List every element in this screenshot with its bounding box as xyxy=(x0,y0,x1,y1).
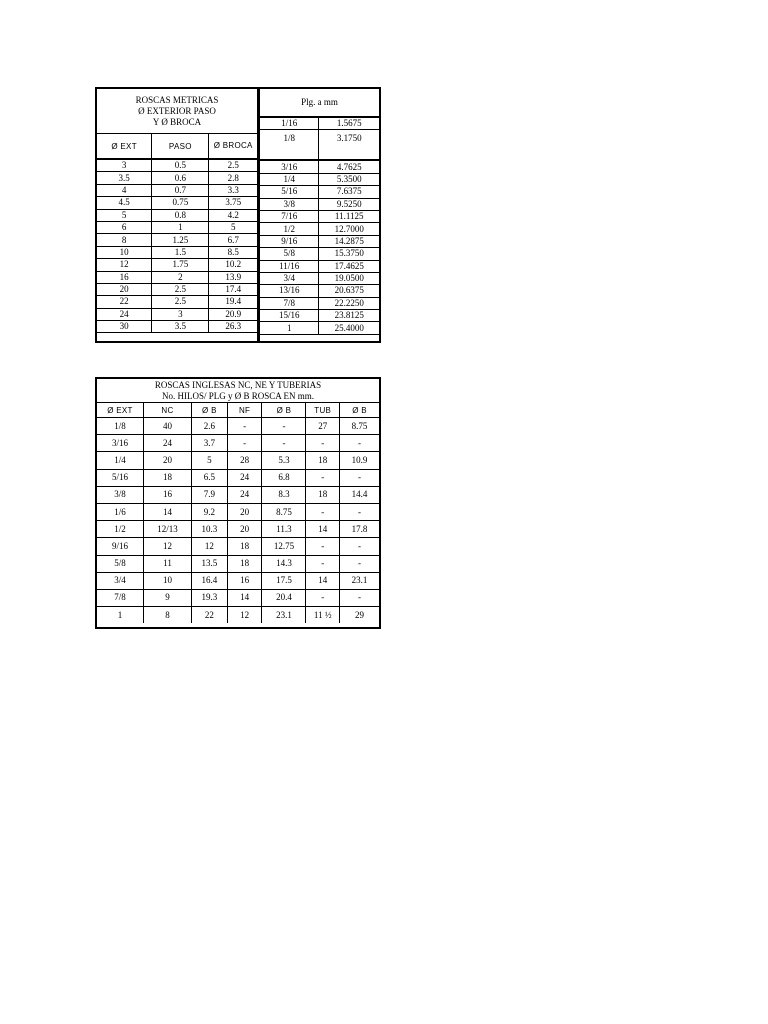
metric-cell-broca: 17.4 xyxy=(209,283,257,295)
table-row xyxy=(97,521,379,538)
table-row xyxy=(260,210,379,222)
metric-cell-paso: 0.7 xyxy=(152,184,209,196)
threads-cell-b-nf: 8.3 xyxy=(262,486,306,503)
metric-cell-ext: 3 xyxy=(97,159,152,172)
inch-cell-mm: 4.7625 xyxy=(319,160,379,173)
metric-title-line: ROSCAS METRICAS xyxy=(135,94,219,105)
table-row xyxy=(97,308,257,320)
threads-cell-tub: - xyxy=(306,435,340,452)
table-row xyxy=(97,184,257,196)
table-row xyxy=(97,321,257,333)
table-row xyxy=(260,130,379,161)
threads-cell-b-tub: - xyxy=(340,538,379,555)
inch-cell-fraction: 3/4 xyxy=(260,272,319,284)
metric-header-broca: Ø BROCA xyxy=(209,134,257,160)
threads-cell-nc: 12/13 xyxy=(143,521,191,538)
metric-cell-paso: 0.8 xyxy=(152,209,209,221)
metric-cell-broca: 8.5 xyxy=(209,246,257,258)
metric-cell-ext: 4.5 xyxy=(97,197,152,209)
metric-cell-paso: 3 xyxy=(152,308,209,320)
inch-table-title: Plg. a mm xyxy=(260,89,379,117)
inch-cell-fraction: 1/16 xyxy=(260,117,319,130)
threads-cell-b-tub: 17.8 xyxy=(340,521,379,538)
threads-header-b-nc: Ø B xyxy=(192,403,228,418)
metric-cell-broca: 5 xyxy=(209,221,257,233)
metric-header-paso: PASO xyxy=(152,134,209,160)
threads-cell-nf: - xyxy=(227,435,262,452)
inch-cell-fraction: 5/16 xyxy=(260,186,319,198)
threads-cell-b-tub: - xyxy=(340,469,379,486)
metric-cell-ext: 6 xyxy=(97,221,152,233)
metric-cell-paso: 0.5 xyxy=(152,159,209,172)
threads-cell-nc: 20 xyxy=(143,452,191,469)
table-row xyxy=(97,435,379,452)
threads-cell-tub: 11 ½ xyxy=(306,607,340,624)
threads-cell-b-nf: - xyxy=(262,435,306,452)
threads-cell-b-nf: 14.3 xyxy=(262,555,306,572)
inch-cell-fraction: 1/8 xyxy=(260,130,319,161)
table-row xyxy=(97,209,257,221)
threads-cell-b-nc: 19.3 xyxy=(192,589,228,606)
metric-cell-paso: 1.25 xyxy=(152,234,209,246)
metric-cell-ext: 4 xyxy=(97,184,152,196)
table-row xyxy=(97,221,257,233)
inch-cell-mm: 9.5250 xyxy=(319,198,379,210)
table-row xyxy=(260,260,379,272)
threads-cell-b-tub: 29 xyxy=(340,607,379,624)
metric-title-line: Y Ø BROCA xyxy=(152,116,202,127)
threads-cell-nc: 8 xyxy=(143,607,191,624)
table-row xyxy=(97,283,257,295)
table-row xyxy=(260,160,379,173)
table-row xyxy=(260,198,379,210)
table-row xyxy=(97,572,379,589)
english-threads-table xyxy=(97,379,379,623)
inch-cell-fraction: 15/16 xyxy=(260,310,319,322)
threads-cell-tub: 18 xyxy=(306,452,340,469)
threads-cell-ext: 3/8 xyxy=(97,486,143,503)
threads-cell-b-nf: 5.3 xyxy=(262,452,306,469)
inch-cell-mm: 23.8125 xyxy=(319,310,379,322)
threads-cell-ext: 9/16 xyxy=(97,538,143,555)
threads-cell-b-nf: 8.75 xyxy=(262,503,306,520)
inch-cell-fraction: 1 xyxy=(260,322,319,334)
threads-cell-tub: 14 xyxy=(306,572,340,589)
threads-cell-nc: 10 xyxy=(143,572,191,589)
threads-cell-tub: - xyxy=(306,538,340,555)
table-row xyxy=(260,248,379,260)
threads-cell-b-tub: 10.9 xyxy=(340,452,379,469)
metric-cell-ext: 22 xyxy=(97,296,152,308)
metric-cell-broca: 4.2 xyxy=(209,209,257,221)
threads-cell-b-nf: 11.3 xyxy=(262,521,306,538)
metric-cell-broca: 20.9 xyxy=(209,308,257,320)
table-row xyxy=(97,555,379,572)
threads-cell-nf: 18 xyxy=(227,538,262,555)
threads-header-ext: Ø EXT xyxy=(97,403,143,418)
inch-cell-mm: 11.1125 xyxy=(319,210,379,222)
threads-cell-b-nc: 2.6 xyxy=(192,418,228,435)
inch-cell-mm: 12.7000 xyxy=(319,223,379,235)
threads-cell-b-tub: 8.75 xyxy=(340,418,379,435)
threads-cell-ext: 7/8 xyxy=(97,589,143,606)
metric-cell-paso: 0.6 xyxy=(152,172,209,184)
inch-cell-fraction: 1/2 xyxy=(260,223,319,235)
table-row xyxy=(260,322,379,334)
metric-cell-paso: 2.5 xyxy=(152,283,209,295)
metric-cell-broca: 2.8 xyxy=(209,172,257,184)
threads-cell-tub: 18 xyxy=(306,486,340,503)
inch-cell-mm: 14.2875 xyxy=(319,235,379,247)
threads-cell-ext: 1/4 xyxy=(97,452,143,469)
metric-cell-broca: 13.9 xyxy=(209,271,257,283)
table-header-row xyxy=(97,403,379,418)
threads-cell-b-nf: - xyxy=(262,418,306,435)
threads-cell-nf: 14 xyxy=(227,589,262,606)
threads-cell-b-tub: 23.1 xyxy=(340,572,379,589)
threads-cell-nf: 12 xyxy=(227,607,262,624)
threads-cell-ext: 3/16 xyxy=(97,435,143,452)
inch-cell-mm: 25.4000 xyxy=(319,322,379,334)
metric-cell-paso: 2.5 xyxy=(152,296,209,308)
threads-header-nc: NC xyxy=(143,403,191,418)
table-row xyxy=(260,186,379,198)
table-row xyxy=(97,538,379,555)
metric-cell-ext: 5 xyxy=(97,209,152,221)
table-row xyxy=(97,246,257,258)
threads-cell-nf: 24 xyxy=(227,486,262,503)
inch-cell-mm: 1.5675 xyxy=(319,117,379,130)
threads-cell-b-tub: - xyxy=(340,589,379,606)
table-row xyxy=(97,172,257,184)
metric-cell-ext: 16 xyxy=(97,271,152,283)
table-row xyxy=(97,452,379,469)
metric-cell-ext: 12 xyxy=(97,259,152,271)
table-row xyxy=(97,234,257,246)
threads-cell-b-tub: 14.4 xyxy=(340,486,379,503)
table-row xyxy=(97,503,379,520)
inch-cell-mm: 5.3500 xyxy=(319,173,379,185)
metric-cell-broca: 3.3 xyxy=(209,184,257,196)
table-row xyxy=(260,297,379,309)
inch-cell-mm: 19.0500 xyxy=(319,272,379,284)
table-row xyxy=(97,271,257,283)
threads-cell-nc: 16 xyxy=(143,486,191,503)
threads-cell-tub: 27 xyxy=(306,418,340,435)
metric-cell-paso: 3.5 xyxy=(152,321,209,333)
metric-cell-broca: 3.75 xyxy=(209,197,257,209)
threads-cell-b-tub: - xyxy=(340,555,379,572)
threads-cell-ext: 5/8 xyxy=(97,555,143,572)
metric-cell-broca: 2.5 xyxy=(209,159,257,172)
inch-cell-mm: 15.3750 xyxy=(319,248,379,260)
threads-cell-nf: 18 xyxy=(227,555,262,572)
metric-cell-ext: 30 xyxy=(97,321,152,333)
threads-header-b-tub: Ø B xyxy=(340,403,379,418)
threads-cell-nf: - xyxy=(227,418,262,435)
inch-cell-fraction: 9/16 xyxy=(260,235,319,247)
table-row xyxy=(97,589,379,606)
threads-header-tub: TUB xyxy=(306,403,340,418)
inch-cell-mm: 3.1750 xyxy=(319,130,379,161)
threads-cell-ext: 1/6 xyxy=(97,503,143,520)
table-row xyxy=(97,418,379,435)
metric-cell-ext: 3.5 xyxy=(97,172,152,184)
inch-cell-mm: 20.6375 xyxy=(319,285,379,297)
table-row xyxy=(260,173,379,185)
table-row xyxy=(260,310,379,322)
table-row xyxy=(97,607,379,624)
inch-cell-mm: 17.4625 xyxy=(319,260,379,272)
table-row xyxy=(97,486,379,503)
metric-cell-ext: 8 xyxy=(97,234,152,246)
metric-cell-ext: 24 xyxy=(97,308,152,320)
metric-cell-broca: 26.3 xyxy=(209,321,257,333)
metric-table-title xyxy=(97,89,257,134)
threads-cell-ext: 1/8 xyxy=(97,418,143,435)
inch-cell-fraction: 7/8 xyxy=(260,297,319,309)
threads-cell-b-nc: 16.4 xyxy=(192,572,228,589)
inch-cell-mm: 7.6375 xyxy=(319,186,379,198)
table-row xyxy=(260,285,379,297)
threads-cell-b-nc: 6.5 xyxy=(192,469,228,486)
metric-cell-ext: 10 xyxy=(97,246,152,258)
inch-to-mm-table xyxy=(260,89,379,335)
table-row xyxy=(260,272,379,284)
english-threads-block xyxy=(95,377,381,629)
threads-cell-b-nc: 7.9 xyxy=(192,486,228,503)
threads-header-nf: NF xyxy=(227,403,262,418)
metric-cell-ext: 20 xyxy=(97,283,152,295)
metric-cell-broca: 19.4 xyxy=(209,296,257,308)
threads-cell-b-tub: - xyxy=(340,503,379,520)
metric-and-conversion-block xyxy=(95,87,381,343)
table-row xyxy=(97,197,257,209)
inch-cell-mm: 22.2250 xyxy=(319,297,379,309)
table-row xyxy=(260,235,379,247)
threads-cell-b-tub: - xyxy=(340,435,379,452)
threads-cell-b-nc: 10.3 xyxy=(192,521,228,538)
threads-cell-nc: 40 xyxy=(143,418,191,435)
threads-cell-tub: - xyxy=(306,555,340,572)
threads-cell-b-nf: 23.1 xyxy=(262,607,306,624)
metric-cell-paso: 0.75 xyxy=(152,197,209,209)
threads-cell-nc: 11 xyxy=(143,555,191,572)
threads-header-b-nf: Ø B xyxy=(262,403,306,418)
inch-cell-fraction: 1/4 xyxy=(260,173,319,185)
threads-cell-tub: 14 xyxy=(306,521,340,538)
threads-cell-b-nf: 17.5 xyxy=(262,572,306,589)
metric-title-line: Ø EXTERIOR PASO xyxy=(138,105,216,116)
metric-cell-paso: 1 xyxy=(152,221,209,233)
threads-cell-b-nc: 22 xyxy=(192,607,228,624)
threads-title-line: No. HILOS/ PLG y Ø B ROSCA EN mm. xyxy=(161,390,314,401)
table-row xyxy=(260,223,379,235)
threads-cell-nf: 20 xyxy=(227,521,262,538)
inch-cell-fraction: 11/16 xyxy=(260,260,319,272)
threads-cell-b-nc: 5 xyxy=(192,452,228,469)
metric-cell-paso: 2 xyxy=(152,271,209,283)
threads-table-title xyxy=(97,379,379,403)
threads-cell-b-nf: 6.8 xyxy=(262,469,306,486)
table-row xyxy=(260,117,379,130)
table-row xyxy=(97,259,257,271)
inch-cell-fraction: 5/8 xyxy=(260,248,319,260)
inch-cell-fraction: 3/16 xyxy=(260,160,319,173)
threads-cell-tub: - xyxy=(306,469,340,486)
table-row xyxy=(97,469,379,486)
threads-cell-b-nc: 13.5 xyxy=(192,555,228,572)
threads-cell-ext: 1 xyxy=(97,607,143,624)
threads-title-line: ROSCAS INGLESAS NC, NE Y TUBERIAS xyxy=(154,379,322,390)
metric-cell-paso: 1.5 xyxy=(152,246,209,258)
metric-cell-paso: 1.75 xyxy=(152,259,209,271)
threads-cell-ext: 5/16 xyxy=(97,469,143,486)
threads-cell-b-nc: 12 xyxy=(192,538,228,555)
threads-cell-b-nf: 20.4 xyxy=(262,589,306,606)
threads-cell-nc: 14 xyxy=(143,503,191,520)
table-row xyxy=(97,159,257,172)
metric-cell-broca: 10.2 xyxy=(209,259,257,271)
threads-cell-nf: 16 xyxy=(227,572,262,589)
threads-cell-nc: 12 xyxy=(143,538,191,555)
threads-cell-b-nf: 12.75 xyxy=(262,538,306,555)
inch-cell-fraction: 7/16 xyxy=(260,210,319,222)
threads-cell-nf: 20 xyxy=(227,503,262,520)
inch-cell-fraction: 13/16 xyxy=(260,285,319,297)
metric-threads-table xyxy=(97,89,257,333)
threads-cell-nf: 28 xyxy=(227,452,262,469)
threads-cell-nc: 9 xyxy=(143,589,191,606)
threads-cell-nf: 24 xyxy=(227,469,262,486)
metric-header-ext: Ø EXT xyxy=(97,134,152,160)
threads-cell-ext: 3/4 xyxy=(97,572,143,589)
threads-cell-b-nc: 9.2 xyxy=(192,503,228,520)
threads-cell-nc: 18 xyxy=(143,469,191,486)
metric-cell-broca: 6.7 xyxy=(209,234,257,246)
table-row xyxy=(97,296,257,308)
threads-cell-tub: - xyxy=(306,589,340,606)
threads-cell-ext: 1/2 xyxy=(97,521,143,538)
threads-cell-b-nc: 3.7 xyxy=(192,435,228,452)
threads-cell-nc: 24 xyxy=(143,435,191,452)
inch-cell-fraction: 3/8 xyxy=(260,198,319,210)
threads-cell-tub: - xyxy=(306,503,340,520)
